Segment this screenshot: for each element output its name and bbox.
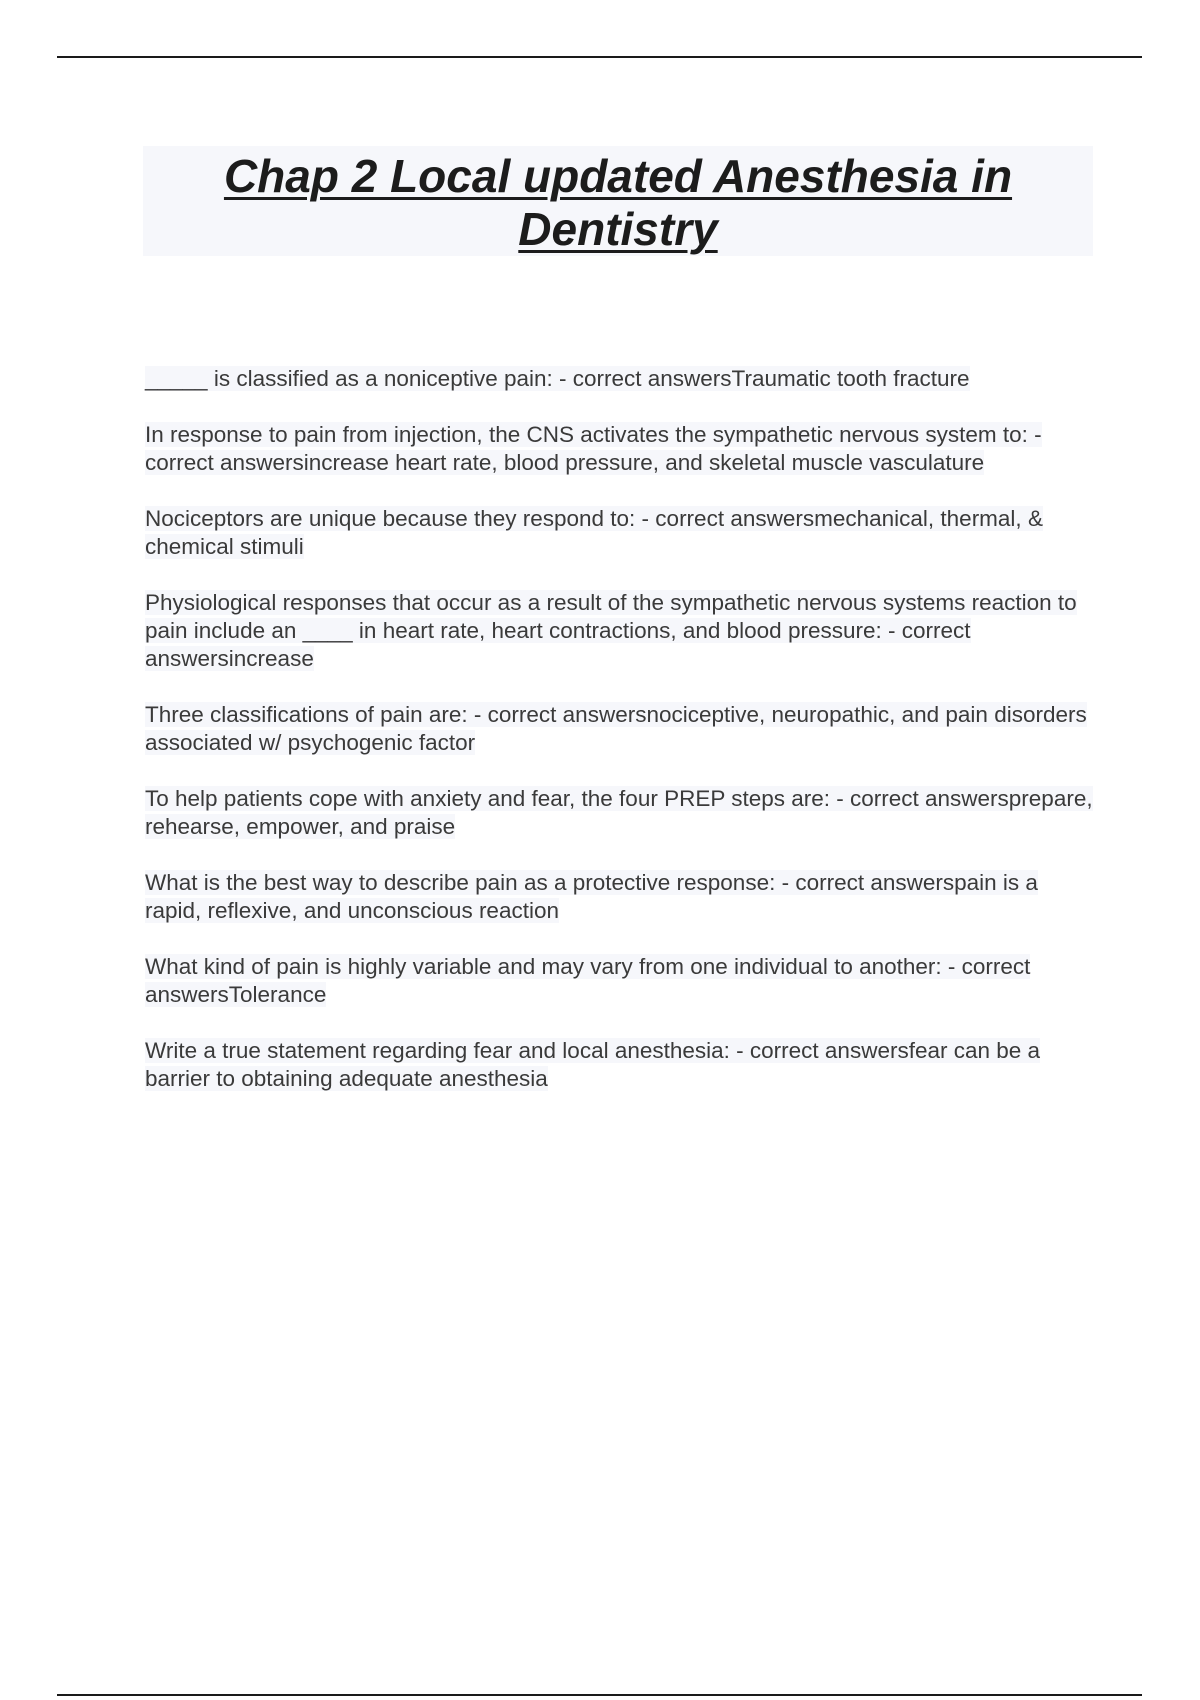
title-block (143, 146, 1093, 256)
qa-item (145, 701, 1095, 757)
qa-item-text: Nociceptors are unique because they respond to: - correct answersmechanical, thermal, & chemical stimuli (145, 506, 1043, 559)
document-title: Chap 2 Local updated Anesthesia in Dentistry (223, 150, 1013, 255)
qa-item-text: Physiological responses that occur as a result of the sympathetic nervous systems reaction to pain include an ____ in heart rate, heart contractions, and blood pressure: - correct answersincrease (145, 590, 1077, 671)
top-rule (57, 56, 1142, 58)
qa-item-text: _____ is classified as a noniceptive pain: - correct answersTraumatic tooth fracture (145, 366, 970, 391)
qa-item-text: Three classifications of pain are: - correct answersnociceptive, neuropathic, and pain disorders associated w/ psychogenic factor (145, 702, 1087, 755)
qa-item (145, 505, 1095, 561)
qa-item (145, 421, 1095, 477)
qa-item (145, 589, 1095, 673)
bottom-rule (57, 1694, 1142, 1696)
qa-item-text: To help patients cope with anxiety and fear, the four PREP steps are: - correct answersprepare, rehearse, empower, and praise (145, 786, 1093, 839)
qa-item-text: In response to pain from injection, the CNS activates the sympathetic nervous system to: - correct answersincrease heart rate, blood pressure, and skeletal muscle vasculature (145, 422, 1042, 475)
qa-item (145, 869, 1095, 925)
qa-list (145, 365, 1095, 1121)
qa-item (145, 785, 1095, 841)
qa-item-text: What is the best way to describe pain as a protective response: - correct answerspain is a rapid, reflexive, and unconscious reaction (145, 870, 1038, 923)
qa-item-text: What kind of pain is highly variable and may vary from one individual to another: - correct answersTolerance (145, 954, 1031, 1007)
qa-item (145, 365, 1095, 393)
qa-item (145, 953, 1095, 1009)
qa-item-text: Write a true statement regarding fear and local anesthesia: - correct answersfear can be a barrier to obtaining adequate anesthesia (145, 1038, 1041, 1091)
qa-item (145, 1037, 1095, 1093)
